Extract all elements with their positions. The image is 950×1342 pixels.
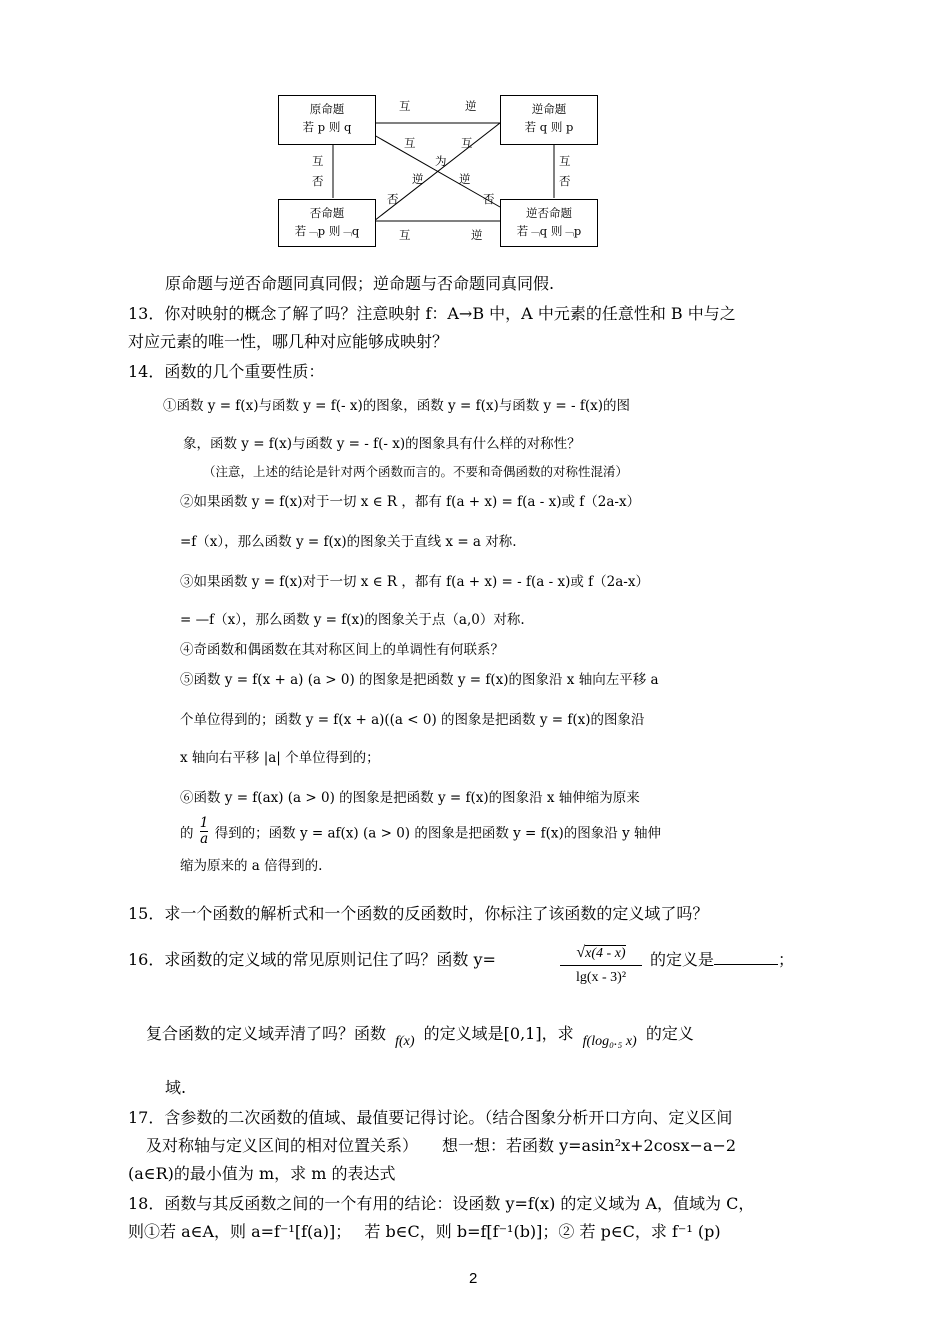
q14-item4: ④奇函数和偶函数在其对称区间上的单调性有何联系？ <box>180 642 504 658</box>
q16-answer-blank[interactable] <box>714 948 778 965</box>
proposition-diagram <box>278 95 598 247</box>
label-x-wei: 为 <box>435 154 447 168</box>
q14-item3-line2: = —f（x），那么函数 y = f(x)的图象关于点（a,0）对称. <box>180 612 525 628</box>
q14-title: 14．函数的几个重要性质： <box>128 362 325 381</box>
label-top-ni: 逆 <box>465 99 477 113</box>
label-x-fou-left: 否 <box>387 192 399 206</box>
label-bottom-ni: 逆 <box>471 228 483 242</box>
label-left-fou: 否 <box>312 174 324 188</box>
q14-item2-line2: =f（x），那么函数 y = f(x)的图象关于直线 x = a 对称. <box>180 534 517 550</box>
q14-item5-line2: 个单位得到的；函数 y = f(x + a)((a < 0) 的图象是把函数 y = f(x)的图象沿 <box>180 712 645 728</box>
q15-text: 15．求一个函数的解析式和一个函数的反函数时，你标注了该函数的定义域了吗？ <box>128 904 709 923</box>
q14-item1-line1: ①函数 y = f(x)与函数 y = f(- x)的图象，函数 y = f(x)与函数 y = - f(x)的图 <box>163 398 631 414</box>
q14-note: （注意，上述的结论是针对两个函数而言的。不要和奇偶函数的对称性混淆） <box>203 464 629 479</box>
label-x-ni-right: 逆 <box>459 172 471 186</box>
q14-item5-line3: x 轴向右平移 |a| 个单位得到的； <box>180 750 380 766</box>
label-top-hu: 互 <box>399 99 411 113</box>
label-x-hu-left: 互 <box>404 136 416 150</box>
q13-line1: 13．你对映射的概念了解了吗？注意映射 f：A→B 中，A 中元素的任意性和 B 中与之 <box>128 304 736 323</box>
fraction-1-over-a: $\frac{1}{a}$ <box>199 815 209 847</box>
q18-line1: 18．函数与其反函数之间的一个有用的结论：设函数 y=f(x) 的定义域为 A，值域为 C， <box>128 1194 755 1213</box>
box-converse: 逆命题 若 q 则 p <box>500 95 598 145</box>
q14-item3-line1: ③如果函数 y = f(x)对于一切 x ∈ R ，都有 f(a + x) = - f(a - x)或 f（2a-x） <box>180 574 649 590</box>
q14-item6-line1: ⑥函数 y = f(ax) (a > 0) 的图象是把函数 y = f(x)的图象沿 x 轴伸缩为原来 <box>180 790 640 806</box>
box-original: 原命题 若 p 则 q <box>278 95 376 145</box>
q16-numerator: √x(4 - x) <box>560 942 642 966</box>
q14-item2-line1: ②如果函数 y = f(x)对于一切 x ∈ R ，都有 f(a + x) = f(a - x)或 f（2a-x） <box>180 494 641 510</box>
q14-item6-line2: 的 $\frac{1}{a}$ 得到的；函数 y = af(x) (a > 0) 的图象是把函数 y = f(x)的图象沿 y 轴伸 <box>180 815 662 847</box>
q14-item6-line3: 缩为原来的 a 倍得到的. <box>180 858 323 874</box>
label-x-hu-right: 互 <box>461 136 473 150</box>
q16-prefix: 16．求函数的定义域的常见原则记住了吗？函数 y= <box>128 950 496 969</box>
label-x-fou-right: 否 <box>483 192 495 206</box>
summary-text: 原命题与逆否命题同真同假；逆命题与否命题同真同假. <box>165 274 555 293</box>
q16-line3: 域. <box>165 1078 187 1097</box>
q17-line3: (a∈R)的最小值为 m，求 m 的表达式 <box>128 1164 396 1183</box>
q16-post: 的定义是 ； <box>650 950 795 969</box>
box-inverse: 否命题 若﹁p 则﹁q <box>278 199 376 247</box>
q14-item1-line2: 象，函数 y = f(x)与函数 y = - f(- x)的图象具有什么样的对称性？ <box>183 436 581 452</box>
q17-line2: 及对称轴与定义区间的相对位置关系） 想一想：若函数 y=asin²x+2cosx−a−2 <box>146 1136 737 1155</box>
q16-line2: 复合函数的定义域弄清了吗？函数 f(x) 的定义域是[0,1]，求 f(log₀.₅ x) 的定义 <box>146 1024 694 1049</box>
label-right-hu: 互 <box>559 154 571 168</box>
q14-item5-line1: ⑤函数 y = f(x + a) (a > 0) 的图象是把函数 y = f(x)的图象沿 x 轴向左平移 a <box>180 672 659 688</box>
label-left-hu: 互 <box>312 154 324 168</box>
page-number: 2 <box>469 1270 478 1287</box>
q13-line2: 对应元素的唯一性，哪几种对应能够成映射？ <box>128 332 449 351</box>
label-right-fou: 否 <box>559 174 571 188</box>
label-x-ni-left: 逆 <box>412 172 424 186</box>
label-bottom-hu: 互 <box>399 228 411 242</box>
q16-denominator: lg(x - 3)² <box>575 970 627 985</box>
q18-line2: 则①若 a∈A，则 a=f⁻¹[f(a)]； 若 b∈C，则 b=f[f⁻¹(b)]；② 若 p∈C，求 f⁻¹ (p) <box>128 1222 721 1241</box>
box-contrapositive: 逆否命题 若﹁q 则﹁p <box>500 199 598 247</box>
q17-line1: 17．含参数的二次函数的值域、最值要记得讨论。（结合图象分析开口方向、定义区间 <box>128 1108 733 1127</box>
q16-fraction <box>560 942 642 990</box>
